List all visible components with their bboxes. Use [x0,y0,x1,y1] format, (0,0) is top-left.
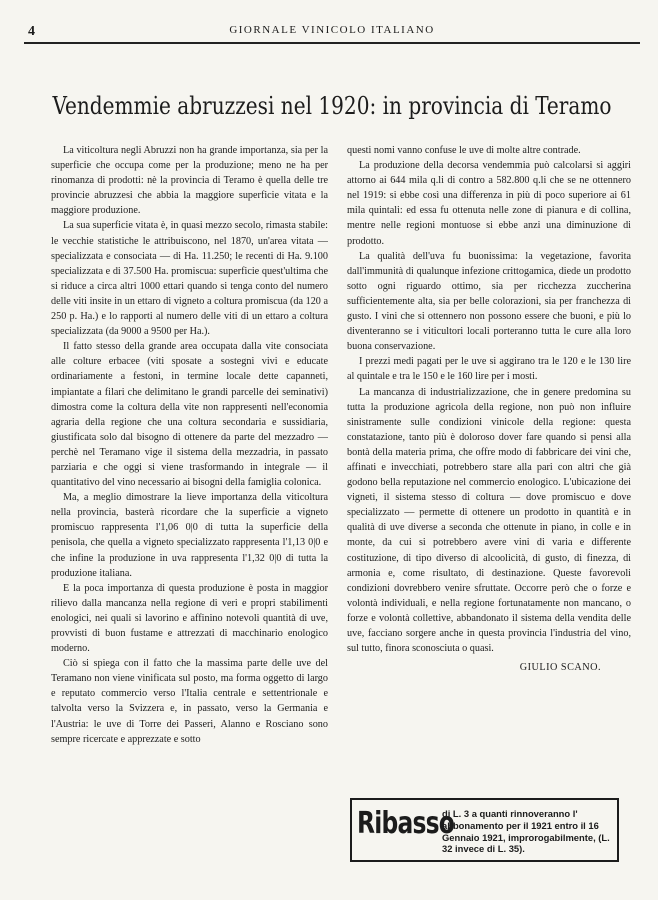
paragraph: Il fatto stesso della grande area occupata dalla vite consociata alle colture erbacee (viti sposate a sostegni vivi e educate ordinariamente a festoni, in termine locale dette capanneti, impiantate a filari che delimitano le grandi parcelle dei seminativi) dimostra come la coltura della vite non rappresenti nell'economia agraria della regione che una coltura secondaria e sussidiaria, giustificata solo dal bisogno di ottenere da parte del mezzadro — perchè nel Teramano vige il sistema della mezzadria, in passato parziaria e che oggi si viene trasformando in integrale — il quantitativo del vino necessario ai bisogni della famiglia colonica. [51,341,328,489]
paragraph: La sua superficie vitata è, in quasi mezzo secolo, rimasta stabile: le vecchie statistiche le attribuiscono, nel 1870, un'area vitata — specializzata e consociata — di Ha. 11.250; le recenti di Ha. 9.100 specializzata e di 37.500 Ha. promiscua: superficie quest'ultima che si riduce a circa altri 1000 ettari quando si tenga conto del numero delle viti insite in un ettaro di vigneto a coltura promiscua (da 120 a 250 p. Ha.) e lo rapporti al numero delle viti di un ettaro a coltura specializzata (da 9000 a 9500 per Ha.). [51,220,328,338]
paragraph: La produzione della decorsa vendemmia può calcolarsi si aggiri attorno ai 644 mila q.li di contro a 582.800 q.li che se ne ottennero nel 1919: si ebbe così una differenza in più di poco superiore ai 61 mila quintali: ed essa fu ottenuta nelle zone di pianura e di collina, mentre nelle regioni montuose si ebbe anzi una diminuzione di prodotto. [347,160,631,247]
paragraph: La mancanza di industrializzazione, che in genere predomina su tutta la produzione agricola della regione, non può non influire sinistramente sulle condizioni vinicole della regione: questa constatazione, tanto più è doloroso dover fare quando si pensi alla bontà della materia prima, che offre modo di fabbricare dei vini che, affinati e invecchiati, potrebbero stare alla pari con altri che già godono bella reputazione nel commercio enologico. L'ubicazione dei vigneti, il sistema stesso di coltura — dove promiscuo e dove specializzato — permette di ottenere un prodotto in quantità e in qualità di uve diverse a seconda che ottenute in piano, in colle e in monte, da cui si potrebbero avere vini di varia e differente costituzione, di tipo diverso di alcoolicità, di gusto, di finezza, di armonia e, come risultato, di destinazione. Queste favorevoli condizioni dovrebbero venire sfruttate. Occorre però che o forze e volontà individuali, e nella regione fortunatamente non mancano, o forze e volontà collettive, abbandonato il sistema della vendita delle uve, facciano sorgere anche in questa provincia l'industria del vino, sul tutto, finora sconosciuta o quasi. [347,386,631,655]
paragraph: questi nomi vanno confuse le uve di molte altre contrade. [347,145,581,156]
page-number: 4 [28,24,35,39]
notice-headline: Ribasso [357,806,455,841]
notice-text: di L. 3 a quanti rinnoveranno l' abbonamento per il 1921 entro il 16 Gennaio 1921, improrogabilmente, (L. 32 invece di L. 35). [442,808,610,855]
page-header [24,24,640,44]
paragraph: La qualità dell'uva fu buonissima: la vegetazione, favorita dall'immunità di qualunque infezione crittogamica, diede un prodotto sotto ogni riguardo ottimo, sia per ricchezza zuccherina sufficientemente alta, sia per belle colorazioni, sia per franchezza di gusto. I vini che si ottennero non possono essere che buoni, e più lo diventeranno se i viticultori locali porteranno tutta le cure alla loro buona conservazione. [347,250,631,353]
paragraph: Ciò si spiega con il fatto che la massima parte delle uve del Teramano non viene vinificata sul posto, ma forma oggetto di largo e reputato commercio verso l'Italia centrale e settentrionale e talvolta verso la Svizzera e, in passato, verso la Germania e l'Austria: le uve di Torre dei Passeri, Alanno e Rosciano sono sempre ricercate e apprezzate e sotto [51,658,328,745]
paragraph: E la poca importanza di questa produzione è posta in maggior rilievo dalla mancanza nella regione di veri e propri stabilimenti enologici, nei quali si lavorino e affinino notevoli quantità di uve, provvisti di buon fustame e attrezzati di macchinario enologico moderno. [51,582,328,655]
left-column [51,143,328,747]
journal-title: GIORNALE VINICOLO ITALIANO [229,24,435,36]
paragraph: I prezzi medi pagati per le uve si aggirano tra le 120 e le 130 lire al quintale e tra le 150 e le 160 lire per i mosti. [347,356,631,383]
subscription-notice [350,798,619,862]
right-column [347,143,631,675]
author-signature: GIULIO SCANO. [519,662,601,674]
article-title: Vendemmie abruzzesi nel 1920: in provincia di Teramo [52,92,612,120]
paragraph: La viticoltura negli Abruzzi non ha grande importanza, sia per la superficie che occupa come per la produzione; meno ne ha per rinomanza di prodotti: nè la provincia di Teramo è quella delle tre provincie abruzzesi che abbia la maggiore superficie vitata e la maggiore produzione. [51,145,328,217]
paragraph: Ma, a meglio dimostrare la lieve importanza della viticoltura nella provincia, basterà ricordare che la superficie a vigneto promiscuo rappresenta l'1,06 0|0 di tutta la superficie della penisola, che quella a vigneto specializzato rappresenta l'1,13 0|0 e che infine la produzione in uva rappresenta l'1,32 0|0 di tutta la produzione italiana. [51,492,328,579]
